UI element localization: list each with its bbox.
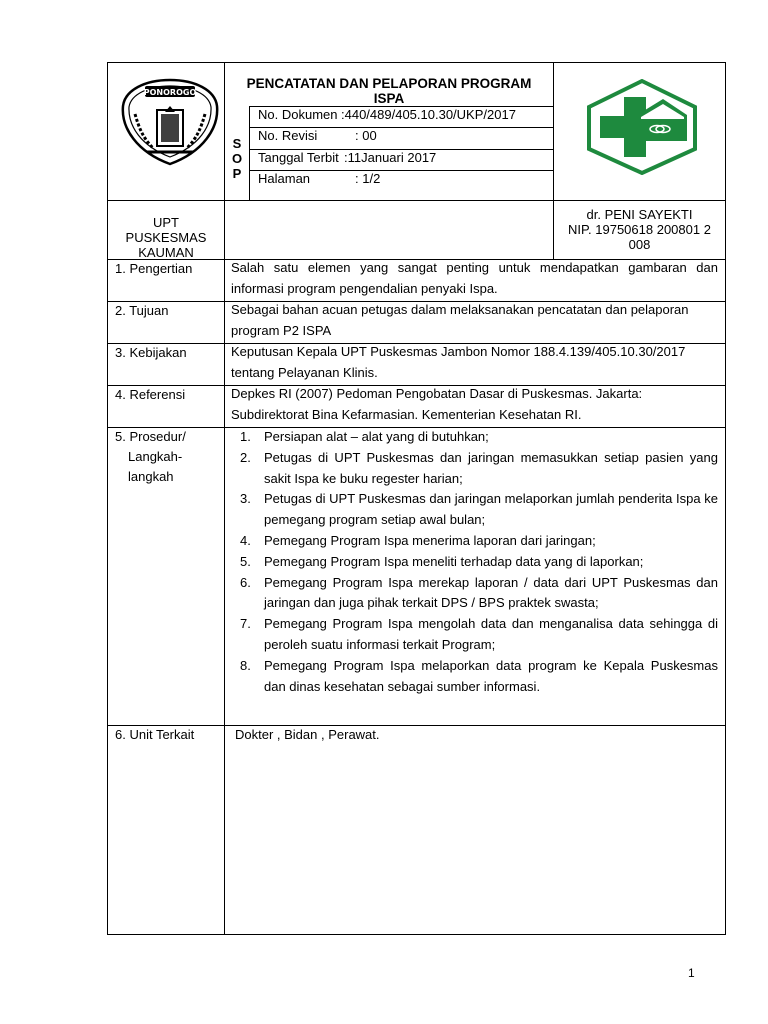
signer-name: dr. PENI SAYEKTI (586, 207, 693, 222)
procedure-step: 7. Pemegang Program Ispa mengolah data dan menganalisa data sehingga di peroleh suatu informasi terkait Program; (240, 616, 718, 652)
label-kebijakan: 3. Kebijakan (115, 345, 187, 360)
field-value-no-revisi: : 00 (355, 128, 377, 143)
text-unit-terkait: Dokter , Bidan , Perawat. (235, 727, 380, 742)
text-referensi-line-1: Depkes RI (2007) Pedoman Pengobatan Dasar di Puskesmas. Jakarta: (231, 386, 643, 401)
page-number: 1 (688, 966, 695, 980)
sop-letter-p: P (232, 166, 242, 181)
label-unit-terkait: 6. Unit Terkait (115, 727, 195, 742)
label-referensi: 4. Referensi (115, 387, 186, 402)
border-left (107, 62, 108, 935)
field-value-no-dokumen: :440/489/405.10.30/UKP/2017 (341, 107, 516, 122)
text-pengertian: Salah satu elemen yang sangat penting untuk mendapatkan gambaran dan informasi program pengendalian penyaki Ispa. (231, 260, 718, 296)
procedure-steps (232, 427, 718, 697)
field-value-tanggal-terbit: :11Januari 2017 (344, 150, 437, 165)
puskesmas-logo (585, 79, 699, 175)
procedure-step: 2. Petugas di UPT Puskesmas dan jaringan memasukkan setiap pasien yang sakit Ispa ke buku regester harian; (240, 449, 718, 486)
text-referensi-line-2: Subdirektorat Bina Kefarmasian. Kementerian Kesehatan RI. (231, 407, 582, 422)
ponorogo-logo (117, 76, 223, 168)
procedure-step: 6. Pemegang Program Ispa merekap laporan / data dari UPT Puskesmas dan jaringan dan juga pihak terkait DPS / BPS praktek swasta; (240, 574, 718, 611)
divider-label-column (224, 62, 225, 935)
field-label-no-dokumen: No. Dokumen (258, 107, 338, 122)
text-kebijakan: Keputusan Kepala UPT Puskesmas Jambon Nomor 188.4.139/405.10.30/2017 tentang Pelayanan Klinis. (231, 344, 686, 380)
org-line-2: PUSKESMAS (125, 230, 207, 245)
procedure-step: 1. Persiapan alat – alat yang di butuhkan; (240, 429, 489, 444)
sop-letter-s: S (232, 136, 242, 151)
label-tujuan: 2. Tujuan (115, 303, 169, 318)
document-title-line-1: PENCATATAN DAN PELAPORAN PROGRAM (246, 76, 532, 91)
border-right (725, 62, 726, 935)
divider-sop-column (249, 106, 250, 200)
signer-nip-line-1: NIP. 19750618 200801 2 (568, 222, 711, 237)
procedure-step: 4. Pemegang Program Ispa menerima laporan dari jaringan; (240, 532, 596, 548)
procedure-step: 8. Pemegang Program Ispa melaporkan data program ke Kepala Puskesmas dan dinas kesehatan sebagai sumber informasi. (240, 657, 718, 694)
document-title-line-2: ISPA (373, 91, 405, 106)
sop-letter-o: O (231, 151, 243, 166)
field-label-no-revisi: No. Revisi (258, 128, 318, 143)
field-value-halaman: : 1/2 (355, 171, 381, 186)
border-top (107, 62, 726, 63)
logo-left-text: PONOROGO (143, 88, 197, 97)
text-tujuan: Sebagai bahan acuan petugas dalam melaksanakan pencatatan dan pelaporan program P2 ISPA (231, 302, 689, 338)
label-pengertian: 1. Pengertian (115, 261, 193, 276)
field-label-halaman: Halaman (258, 171, 311, 186)
org-line-3: KAUMAN (138, 245, 194, 260)
field-label-tanggal-terbit: Tanggal Terbit (258, 150, 339, 165)
border-header-bottom (107, 200, 726, 201)
signer-nip-line-2: 008 (628, 237, 651, 252)
label-prosedur-line-3: langkah (128, 469, 174, 484)
procedure-step: 5. Pemegang Program Ispa meneliti terhadap data yang di laporkan; (240, 553, 644, 569)
procedure-step: 3. Petugas di UPT Puskesmas dan jaringan melaporkan jumlah penderita Ispa ke pemegang program setiap awal bulan; (240, 491, 718, 528)
label-prosedur-line-1: 5. Prosedur/ (115, 429, 186, 444)
border-row5-bottom (107, 725, 726, 726)
label-prosedur-line-2: Langkah- (128, 449, 183, 464)
border-bottom (107, 934, 726, 935)
org-line-1: UPT (153, 215, 179, 230)
